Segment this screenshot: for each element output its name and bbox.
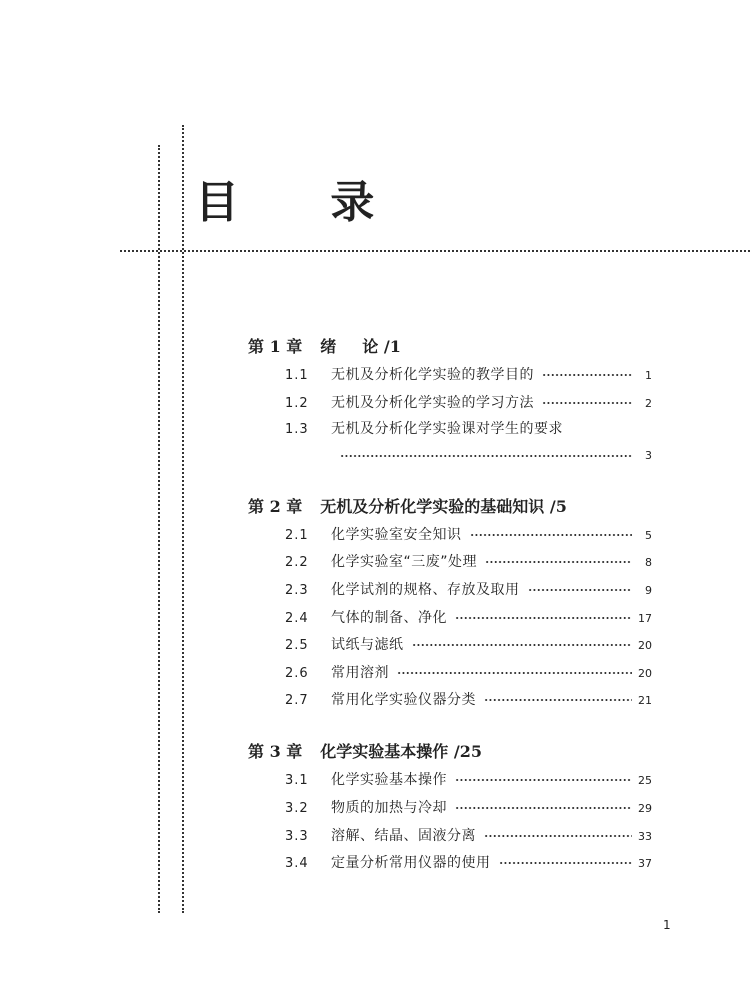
toc-entry-1-2[interactable] (285, 393, 652, 413)
section-number: 3.3 (285, 829, 309, 844)
chapter-2-heading[interactable] (248, 496, 567, 518)
section-page: 25 (638, 774, 652, 787)
toc-entry-2-4[interactable] (285, 608, 652, 628)
section-number: 1.1 (285, 368, 309, 383)
dot-leader (484, 834, 632, 838)
dot-leader (484, 698, 632, 702)
section-number: 3.4 (285, 856, 309, 871)
toc-entry-2-1[interactable] (285, 525, 652, 545)
section-title: 溶解、结晶、固液分离 (331, 828, 476, 844)
dot-leader (455, 616, 632, 620)
section-page: 3 (645, 449, 652, 462)
section-title: 无机及分析化学实验的教学目的 (331, 367, 534, 383)
toc-entry-3-3[interactable] (285, 826, 652, 846)
section-title: 试纸与滤纸 (331, 637, 404, 653)
section-number: 3.2 (285, 801, 309, 816)
section-number: 2.7 (285, 693, 309, 708)
section-number: 2.6 (285, 666, 309, 681)
dot-leader (455, 806, 632, 810)
chapter-title: 无机及分析化学实验的基础知识 /5 (320, 497, 567, 516)
dot-leader (470, 533, 633, 537)
section-title: 无机及分析化学实验的学习方法 (331, 395, 534, 411)
section-number: 2.5 (285, 638, 309, 653)
section-page: 37 (638, 857, 652, 870)
toc-entry-3-1[interactable] (285, 770, 652, 790)
section-number: 2.1 (285, 528, 309, 543)
section-page: 33 (638, 830, 652, 843)
dot-leader (455, 778, 632, 782)
section-page: 20 (638, 639, 652, 652)
dot-leader (528, 588, 633, 592)
dotted-margin-line-left (158, 145, 160, 913)
section-number: 1.3 (285, 422, 309, 437)
section-page: 5 (645, 529, 652, 542)
section-title: 常用化学实验仪器分类 (331, 692, 476, 708)
toc-entry-2-7[interactable] (285, 690, 652, 710)
chapter-title-part: 绪 (320, 337, 337, 356)
toc-entry-2-2[interactable] (285, 552, 652, 572)
dot-leader (412, 643, 633, 647)
toc-entry-1-1[interactable] (285, 365, 652, 385)
page-title: 目 录 (195, 177, 413, 228)
section-title: 常用溶剂 (331, 665, 389, 681)
section-page: 29 (638, 802, 652, 815)
section-number: 2.3 (285, 583, 309, 598)
section-page: 21 (638, 694, 652, 707)
section-title: 气体的制备、净化 (331, 610, 447, 626)
dotted-margin-line-right (182, 125, 184, 913)
chapter-1-heading[interactable] (248, 336, 401, 358)
toc-entry-1-3[interactable] (285, 419, 652, 439)
section-page: 8 (645, 556, 652, 569)
section-number: 1.2 (285, 396, 309, 411)
dot-leader (542, 401, 632, 405)
toc-entry-3-2[interactable] (285, 798, 652, 818)
dot-leader (485, 560, 632, 564)
chapter-title: 化学实验基本操作 /25 (320, 742, 482, 761)
section-number: 3.1 (285, 773, 309, 788)
chapter-label: 第 3 章 (248, 742, 303, 761)
section-number: 2.4 (285, 611, 309, 626)
chapter-label: 第 2 章 (248, 497, 303, 516)
section-title: 无机及分析化学实验课对学生的要求 (331, 421, 563, 437)
section-page: 2 (645, 397, 652, 410)
dot-leader (499, 861, 633, 865)
section-title: 化学试剂的规格、存放及取用 (331, 582, 520, 598)
section-page: 1 (645, 369, 652, 382)
section-title: 定量分析常用仪器的使用 (331, 855, 491, 871)
section-title: 化学实验基本操作 (331, 772, 447, 788)
chapter-3-heading[interactable] (248, 741, 482, 763)
toc-entry-1-3-continuation[interactable] (340, 446, 652, 466)
page-number: 1 (663, 918, 671, 932)
dotted-title-rule (120, 250, 750, 252)
section-page: 17 (638, 612, 652, 625)
section-page: 20 (638, 667, 652, 680)
section-title: 物质的加热与冷却 (331, 800, 447, 816)
toc-entry-2-6[interactable] (285, 663, 652, 683)
toc-entry-3-4[interactable] (285, 853, 652, 873)
dot-leader (340, 454, 632, 458)
dot-leader (542, 373, 632, 377)
chapter-title-part: 论 /1 (362, 337, 401, 356)
section-title: 化学实验室“三废”处理 (331, 554, 478, 570)
section-title: 化学实验室安全知识 (331, 527, 462, 543)
section-page: 9 (645, 584, 652, 597)
chapter-label: 第 1 章 (248, 337, 303, 356)
toc-entry-2-3[interactable] (285, 580, 652, 600)
toc-entry-2-5[interactable] (285, 635, 652, 655)
dot-leader (397, 671, 632, 675)
section-number: 2.2 (285, 555, 309, 570)
